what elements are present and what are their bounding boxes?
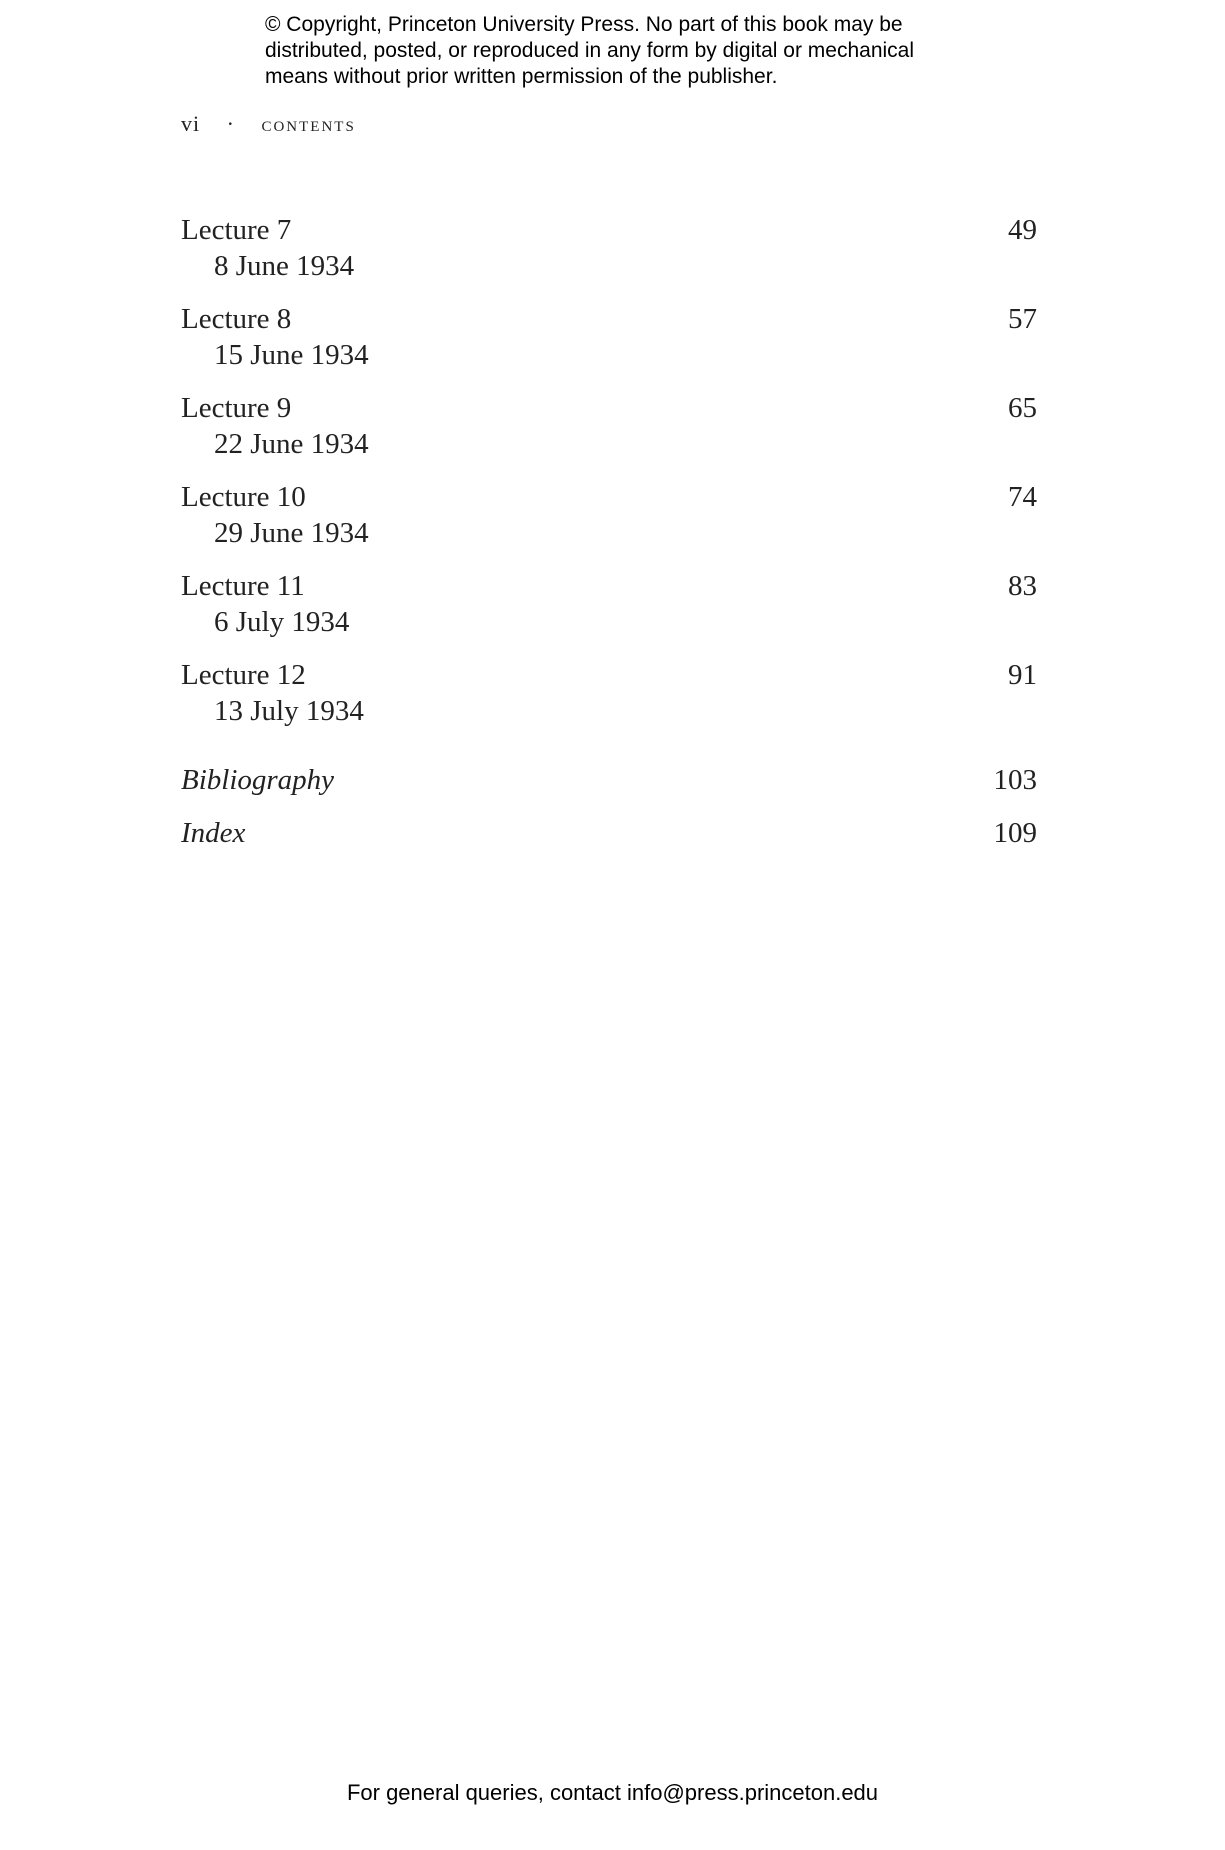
toc-entry-bibliography[interactable] [181, 762, 1037, 798]
toc-entry-page: 49 [1008, 214, 1037, 246]
toc-entry-page: 74 [1008, 481, 1037, 513]
toc-entry-title: Index [181, 817, 246, 849]
toc-entry-title: Lecture 9 [181, 392, 292, 424]
toc-entry-date: 13 July 1934 [214, 695, 364, 727]
table-of-contents [181, 212, 1037, 746]
toc-entry-title: Lecture 12 [181, 659, 306, 691]
toc-entry-date: 8 June 1934 [214, 250, 355, 282]
toc-entry-date: 22 June 1934 [214, 428, 369, 460]
toc-entry-title: Lecture 11 [181, 570, 305, 602]
toc-entry-lecture-12[interactable] [181, 657, 1037, 746]
toc-entry-lecture-9[interactable] [181, 390, 1037, 479]
toc-entry-title: Bibliography [181, 764, 335, 796]
toc-entry-page: 109 [993, 817, 1037, 849]
footer-contact: For general queries, contact info@press.princeton.edu [346, 1780, 879, 1805]
toc-entry-page: 91 [1008, 659, 1037, 691]
toc-entry-date: 29 June 1934 [214, 517, 369, 549]
toc-entry-title: Lecture 7 [181, 214, 292, 246]
copyright-notice [265, 12, 1025, 90]
toc-entry-lecture-8[interactable] [181, 301, 1037, 390]
toc-entry-lecture-7[interactable] [181, 212, 1037, 301]
toc-entry-index[interactable] [181, 815, 1037, 851]
toc-entry-page: 65 [1008, 392, 1037, 424]
section-title: contents [261, 111, 356, 136]
page-folio: vi [181, 111, 201, 136]
toc-entry-lecture-10[interactable] [181, 479, 1037, 568]
separator: · [226, 111, 235, 136]
copyright-line: © Copyright, Princeton University Press. No part of this book may be [265, 13, 903, 36]
toc-entry-page: 83 [1008, 570, 1037, 602]
toc-entry-title: Lecture 10 [181, 481, 306, 513]
toc-entry-page: 57 [1008, 303, 1037, 335]
running-head [181, 111, 356, 137]
toc-entry-lecture-11[interactable] [181, 568, 1037, 657]
copyright-line: means without prior written permission of the publisher. [265, 65, 778, 88]
toc-entry-date: 6 July 1934 [214, 606, 350, 638]
copyright-line: distributed, posted, or reproduced in any form by digital or mechanical [265, 39, 915, 62]
toc-entry-page: 103 [993, 764, 1037, 796]
toc-entry-date: 15 June 1934 [214, 339, 369, 371]
toc-entry-title: Lecture 8 [181, 303, 292, 335]
